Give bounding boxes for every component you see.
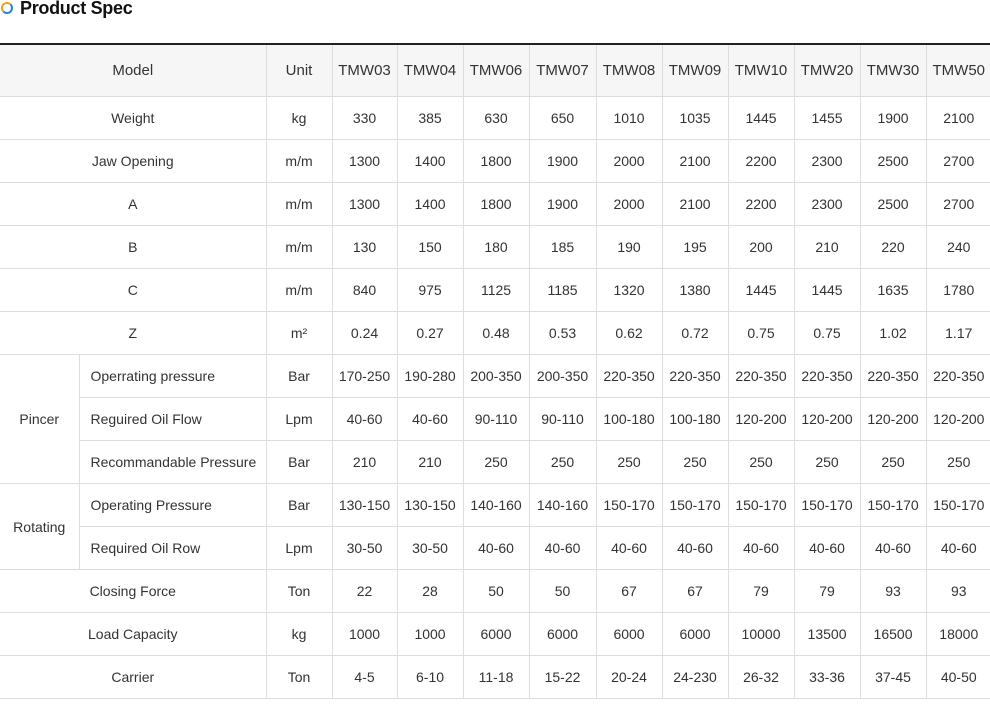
spec-value-cell: 24-230 <box>662 656 728 699</box>
unit-cell: m² <box>266 312 332 355</box>
spec-value-cell: 30-50 <box>397 527 463 570</box>
spec-value-cell: 0.27 <box>397 312 463 355</box>
spec-value-cell: 2000 <box>596 140 662 183</box>
model-column-header: TMW06 <box>463 44 529 97</box>
model-column-header: TMW10 <box>728 44 794 97</box>
spec-value-cell: 120-200 <box>926 398 990 441</box>
spec-value-cell: 0.72 <box>662 312 728 355</box>
spec-value-cell: 2500 <box>860 140 926 183</box>
spec-value-cell: 250 <box>926 441 990 484</box>
spec-value-cell: 26-32 <box>728 656 794 699</box>
spec-value-cell: 2100 <box>926 97 990 140</box>
spec-value-cell: 170-250 <box>332 355 397 398</box>
spec-value-cell: 6000 <box>463 613 529 656</box>
spec-value-cell: 250 <box>662 441 728 484</box>
table-row <box>0 183 990 226</box>
spec-value-cell: 1800 <box>463 183 529 226</box>
spec-value-cell: 1800 <box>463 140 529 183</box>
spec-value-cell: 18000 <box>926 613 990 656</box>
unit-cell: m/m <box>266 269 332 312</box>
spec-value-cell: 1900 <box>529 140 596 183</box>
spec-label-cell: Carrier <box>0 656 266 699</box>
table-row <box>0 656 990 699</box>
spec-value-cell: 40-50 <box>926 656 990 699</box>
spec-value-cell: 200-350 <box>463 355 529 398</box>
table-row <box>0 312 990 355</box>
spec-label-cell: C <box>0 269 266 312</box>
spec-value-cell: 1000 <box>332 613 397 656</box>
spec-value-cell: 16500 <box>860 613 926 656</box>
spec-value-cell: 28 <box>397 570 463 613</box>
spec-value-cell: 6000 <box>662 613 728 656</box>
spec-value-cell: 79 <box>728 570 794 613</box>
spec-value-cell: 0.48 <box>463 312 529 355</box>
spec-value-cell: 67 <box>596 570 662 613</box>
spec-value-cell: 1400 <box>397 140 463 183</box>
table-row <box>0 140 990 183</box>
spec-value-cell: 2200 <box>728 140 794 183</box>
spec-value-cell: 120-200 <box>794 398 860 441</box>
spec-value-cell: 0.62 <box>596 312 662 355</box>
spec-value-cell: 100-180 <box>662 398 728 441</box>
spec-value-cell: 1445 <box>728 269 794 312</box>
spec-value-cell: 140-160 <box>529 484 596 527</box>
spec-value-cell: 180 <box>463 226 529 269</box>
spec-value-cell: 2000 <box>596 183 662 226</box>
spec-value-cell: 1900 <box>860 97 926 140</box>
group-label-cell: Rotating <box>0 484 79 570</box>
spec-value-cell: 2100 <box>662 140 728 183</box>
spec-value-cell: 40-60 <box>662 527 728 570</box>
model-column-header: TMW07 <box>529 44 596 97</box>
spec-value-cell: 0.24 <box>332 312 397 355</box>
spec-value-cell: 67 <box>662 570 728 613</box>
spec-value-cell: 220 <box>860 226 926 269</box>
spec-value-cell: 1000 <box>397 613 463 656</box>
spec-value-cell: 190-280 <box>397 355 463 398</box>
spec-label-cell: B <box>0 226 266 269</box>
spec-value-cell: 2100 <box>662 183 728 226</box>
section-header <box>0 0 990 42</box>
spec-value-cell: 210 <box>794 226 860 269</box>
unit-cell: Lpm <box>266 527 332 570</box>
spec-value-cell: 1320 <box>596 269 662 312</box>
spec-value-cell: 100-180 <box>596 398 662 441</box>
spec-value-cell: 1445 <box>728 97 794 140</box>
spec-value-cell: 0.53 <box>529 312 596 355</box>
table-row <box>0 613 990 656</box>
spec-label-cell: Z <box>0 312 266 355</box>
spec-value-cell: 40-60 <box>794 527 860 570</box>
spec-value-cell: 40-60 <box>332 398 397 441</box>
spec-label-cell: Recommandable Pressure <box>79 441 266 484</box>
table-row <box>0 441 990 484</box>
spec-value-cell: 11-18 <box>463 656 529 699</box>
spec-value-cell: 0.75 <box>794 312 860 355</box>
unit-header: Unit <box>266 44 332 97</box>
spec-value-cell: 250 <box>860 441 926 484</box>
spec-value-cell: 120-200 <box>860 398 926 441</box>
spec-value-cell: 93 <box>926 570 990 613</box>
unit-cell: m/m <box>266 226 332 269</box>
spec-value-cell: 250 <box>596 441 662 484</box>
spec-label-cell: Operating Pressure <box>79 484 266 527</box>
unit-cell: Bar <box>266 355 332 398</box>
spec-value-cell: 250 <box>794 441 860 484</box>
unit-cell: m/m <box>266 183 332 226</box>
spec-value-cell: 1.17 <box>926 312 990 355</box>
spec-value-cell: 20-24 <box>596 656 662 699</box>
spec-value-cell: 40-60 <box>860 527 926 570</box>
model-column-header: TMW08 <box>596 44 662 97</box>
spec-value-cell: 210 <box>397 441 463 484</box>
spec-value-cell: 195 <box>662 226 728 269</box>
table-row <box>0 97 990 140</box>
spec-value-cell: 6-10 <box>397 656 463 699</box>
spec-value-cell: 10000 <box>728 613 794 656</box>
spec-label-cell: Load Capacity <box>0 613 266 656</box>
model-column-header: TMW30 <box>860 44 926 97</box>
product-spec-table <box>0 43 990 699</box>
unit-cell: Bar <box>266 441 332 484</box>
spec-value-cell: 30-50 <box>332 527 397 570</box>
spec-value-cell: 1185 <box>529 269 596 312</box>
unit-cell: kg <box>266 613 332 656</box>
spec-value-cell: 40-60 <box>529 527 596 570</box>
model-column-header: TMW09 <box>662 44 728 97</box>
spec-value-cell: 1300 <box>332 183 397 226</box>
spec-value-cell: 200-350 <box>529 355 596 398</box>
spec-value-cell: 2300 <box>794 183 860 226</box>
spec-label-cell: Weight <box>0 97 266 140</box>
spec-value-cell: 150-170 <box>662 484 728 527</box>
spec-value-cell: 40-60 <box>926 527 990 570</box>
table-row <box>0 570 990 613</box>
spec-value-cell: 150-170 <box>728 484 794 527</box>
spec-value-cell: 40-60 <box>397 398 463 441</box>
group-label-cell: Pincer <box>0 355 79 484</box>
model-header: Model <box>0 44 266 97</box>
spec-value-cell: 79 <box>794 570 860 613</box>
spec-value-cell: 2300 <box>794 140 860 183</box>
spec-value-cell: 6000 <box>596 613 662 656</box>
spec-value-cell: 220-350 <box>596 355 662 398</box>
spec-value-cell: 120-200 <box>728 398 794 441</box>
spec-value-cell: 40-60 <box>728 527 794 570</box>
spec-value-cell: 22 <box>332 570 397 613</box>
spec-value-cell: 240 <box>926 226 990 269</box>
spec-value-cell: 220-350 <box>926 355 990 398</box>
unit-cell: kg <box>266 97 332 140</box>
spec-label-cell: Required Oil Row <box>79 527 266 570</box>
unit-cell: Ton <box>266 656 332 699</box>
spec-value-cell: 150-170 <box>860 484 926 527</box>
spec-value-cell: 220-350 <box>794 355 860 398</box>
spec-value-cell: 1900 <box>529 183 596 226</box>
spec-value-cell: 1635 <box>860 269 926 312</box>
spec-value-cell: 15-22 <box>529 656 596 699</box>
spec-value-cell: 6000 <box>529 613 596 656</box>
spec-value-cell: 1400 <box>397 183 463 226</box>
table-header-row <box>0 44 990 97</box>
spec-value-cell: 90-110 <box>529 398 596 441</box>
section-title: Product Spec <box>20 0 133 18</box>
unit-cell: Lpm <box>266 398 332 441</box>
spec-value-cell: 150-170 <box>926 484 990 527</box>
spec-label-cell: Operrating pressure <box>79 355 266 398</box>
spec-value-cell: 185 <box>529 226 596 269</box>
spec-value-cell: 50 <box>463 570 529 613</box>
model-column-header: TMW50 <box>926 44 990 97</box>
unit-cell: Bar <box>266 484 332 527</box>
spec-value-cell: 210 <box>332 441 397 484</box>
spec-label-cell: Jaw Opening <box>0 140 266 183</box>
table-row <box>0 226 990 269</box>
spec-value-cell: 2200 <box>728 183 794 226</box>
table-body <box>0 97 990 699</box>
spec-label-cell: Reguired Oil Flow <box>79 398 266 441</box>
spec-value-cell: 130-150 <box>332 484 397 527</box>
spec-value-cell: 1010 <box>596 97 662 140</box>
spec-value-cell: 0.75 <box>728 312 794 355</box>
spec-value-cell: 220-350 <box>860 355 926 398</box>
spec-value-cell: 1455 <box>794 97 860 140</box>
spec-value-cell: 33-36 <box>794 656 860 699</box>
unit-cell: m/m <box>266 140 332 183</box>
spec-value-cell: 93 <box>860 570 926 613</box>
spec-value-cell: 250 <box>728 441 794 484</box>
spec-value-cell: 220-350 <box>728 355 794 398</box>
spec-value-cell: 1.02 <box>860 312 926 355</box>
spec-value-cell: 975 <box>397 269 463 312</box>
table-row <box>0 398 990 441</box>
table-row <box>0 484 990 527</box>
spec-value-cell: 40-60 <box>596 527 662 570</box>
spec-value-cell: 330 <box>332 97 397 140</box>
spec-value-cell: 250 <box>529 441 596 484</box>
spec-value-cell: 190 <box>596 226 662 269</box>
spec-value-cell: 630 <box>463 97 529 140</box>
spec-value-cell: 140-160 <box>463 484 529 527</box>
spec-value-cell: 1300 <box>332 140 397 183</box>
model-column-header: TMW04 <box>397 44 463 97</box>
circle-bullet-icon <box>1 2 13 14</box>
spec-value-cell: 650 <box>529 97 596 140</box>
spec-value-cell: 1445 <box>794 269 860 312</box>
spec-value-cell: 2700 <box>926 140 990 183</box>
spec-value-cell: 150-170 <box>596 484 662 527</box>
spec-value-cell: 130 <box>332 226 397 269</box>
spec-value-cell: 1035 <box>662 97 728 140</box>
spec-value-cell: 2700 <box>926 183 990 226</box>
table-row <box>0 269 990 312</box>
spec-value-cell: 40-60 <box>463 527 529 570</box>
spec-value-cell: 840 <box>332 269 397 312</box>
spec-value-cell: 220-350 <box>662 355 728 398</box>
spec-value-cell: 50 <box>529 570 596 613</box>
spec-value-cell: 1380 <box>662 269 728 312</box>
spec-value-cell: 200 <box>728 226 794 269</box>
unit-cell: Ton <box>266 570 332 613</box>
model-column-header: TMW03 <box>332 44 397 97</box>
spec-value-cell: 130-150 <box>397 484 463 527</box>
spec-value-cell: 1780 <box>926 269 990 312</box>
spec-value-cell: 150 <box>397 226 463 269</box>
spec-label-cell: Closing Force <box>0 570 266 613</box>
spec-value-cell: 385 <box>397 97 463 140</box>
spec-value-cell: 250 <box>463 441 529 484</box>
model-column-header: TMW20 <box>794 44 860 97</box>
spec-value-cell: 1125 <box>463 269 529 312</box>
spec-value-cell: 4-5 <box>332 656 397 699</box>
spec-label-cell: A <box>0 183 266 226</box>
table-row <box>0 355 990 398</box>
spec-value-cell: 90-110 <box>463 398 529 441</box>
table-row <box>0 527 990 570</box>
spec-value-cell: 150-170 <box>794 484 860 527</box>
spec-value-cell: 2500 <box>860 183 926 226</box>
spec-value-cell: 37-45 <box>860 656 926 699</box>
spec-value-cell: 13500 <box>794 613 860 656</box>
